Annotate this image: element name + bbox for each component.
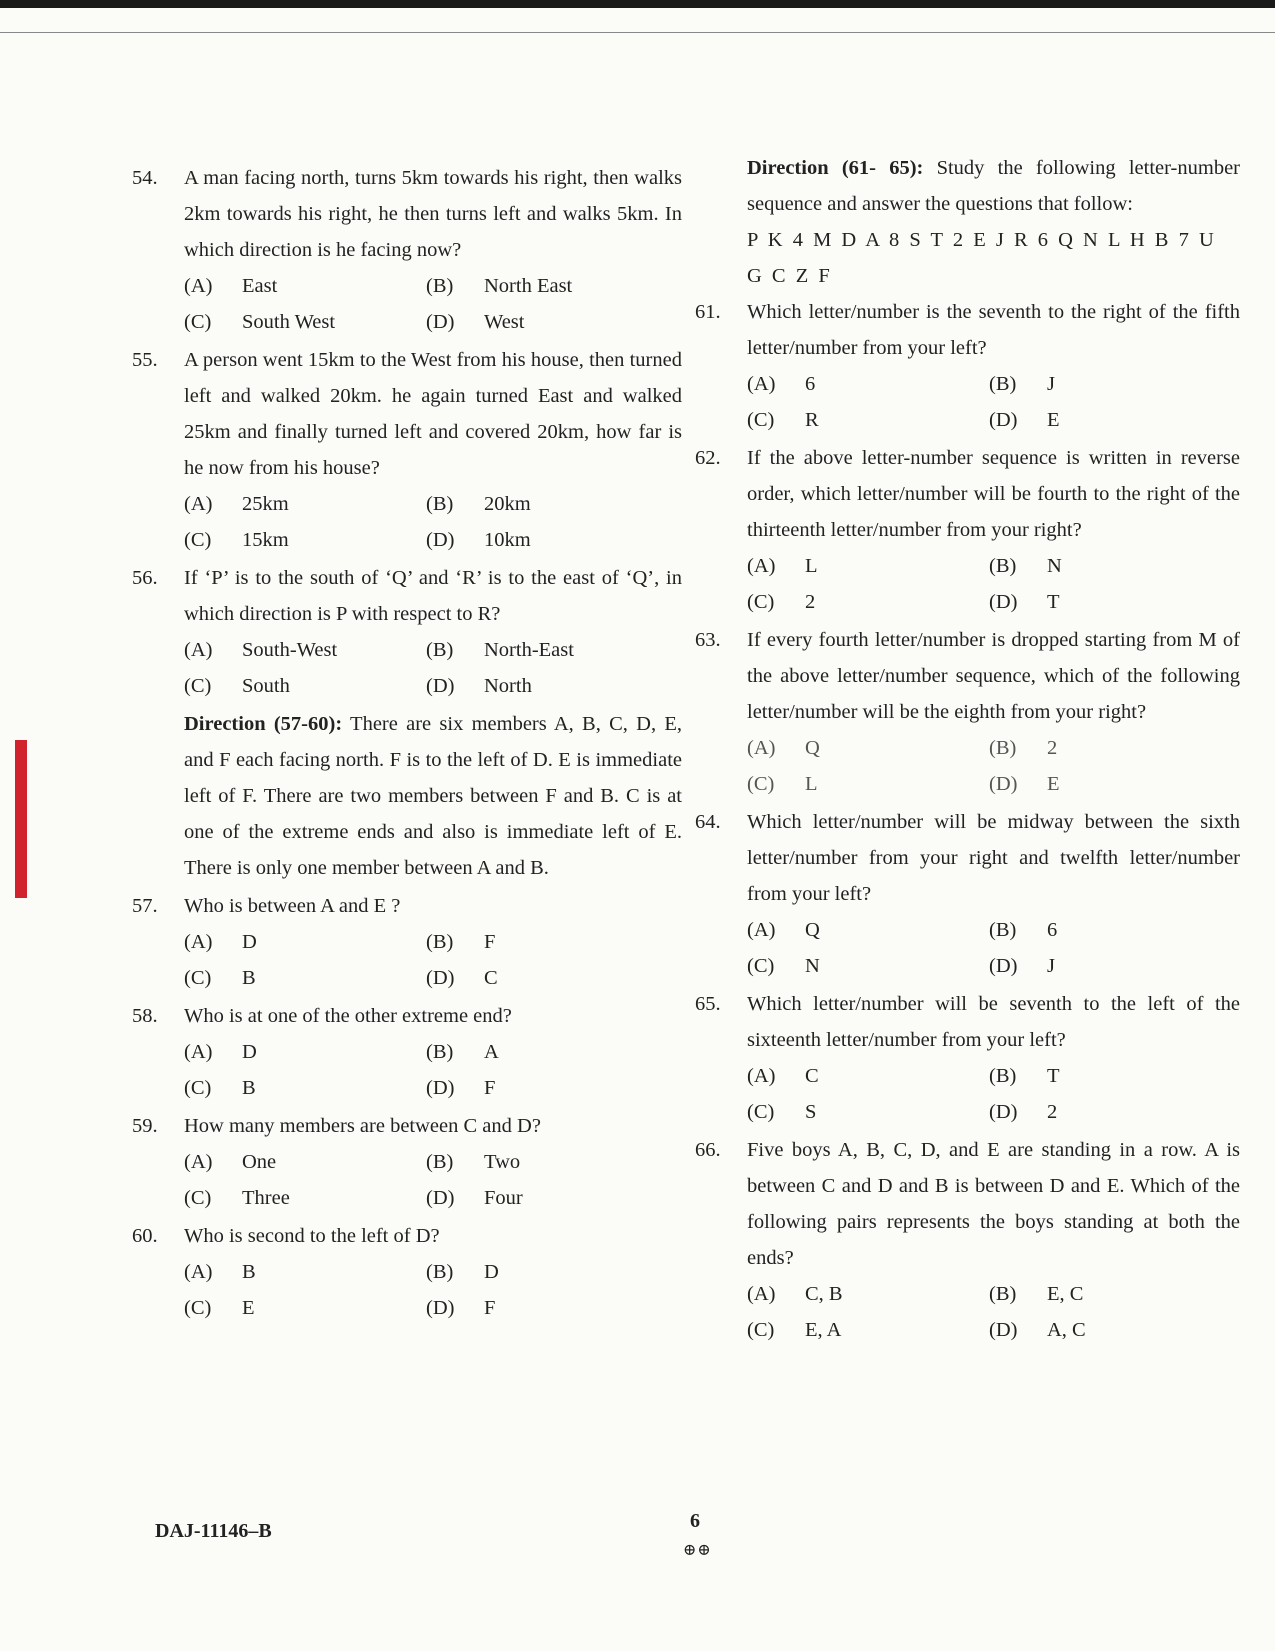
question-54 xyxy=(132,160,682,340)
option-c: (C) S xyxy=(747,1101,817,1123)
option-a: (A) Q xyxy=(747,737,820,759)
question-59 xyxy=(132,1108,682,1216)
option-b: (B) J xyxy=(989,373,1055,395)
direction-61-65 xyxy=(747,150,1240,222)
options xyxy=(747,366,1240,438)
question-number: 62. xyxy=(695,447,721,469)
option-d: (D) T xyxy=(989,591,1060,613)
option-d: (D) Four xyxy=(426,1187,523,1209)
question-61 xyxy=(695,294,1240,438)
question-text: Five boys A, B, C, D, and E are standing in a row. A is between C and D and B is between D and E. Which of the following pairs represents the boys standing at both the ends? xyxy=(747,1139,1240,1269)
letter-number-sequence: P K 4 M D A 8 S T 2 E J R 6 Q N L H B 7 U G C Z F xyxy=(747,229,1217,287)
options xyxy=(184,924,682,996)
direction-label: Direction (57-60): xyxy=(184,713,343,735)
option-c: (C) Three xyxy=(184,1187,290,1209)
question-56 xyxy=(132,560,682,704)
option-b: (B) North East xyxy=(426,275,573,297)
direction-label: Direction (61- 65): xyxy=(747,157,924,179)
option-b: (B) F xyxy=(426,931,496,953)
option-a: (A) B xyxy=(184,1261,256,1283)
red-binding-mark xyxy=(15,740,27,898)
option-b: (B) 6 xyxy=(989,919,1058,941)
option-c: (C) South West xyxy=(184,311,336,333)
question-text: How many members are between C and D? xyxy=(184,1115,541,1137)
options xyxy=(184,632,682,704)
option-c: (C) E, A xyxy=(747,1319,842,1341)
page-number: 6 xyxy=(690,1510,700,1532)
options xyxy=(184,486,682,558)
option-d: (D) 10km xyxy=(426,529,531,551)
option-a: (A) 25km xyxy=(184,493,289,515)
option-b: (B) North-East xyxy=(426,639,574,661)
question-number: 66. xyxy=(695,1139,721,1161)
options xyxy=(184,1254,682,1326)
question-text: Who is between A and E ? xyxy=(184,895,401,917)
option-a: (A) East xyxy=(184,275,278,297)
option-c: (C) B xyxy=(184,967,256,989)
options xyxy=(747,1276,1240,1348)
question-text: Which letter/number is the seventh to the right of the fifth letter/number from your left? xyxy=(747,301,1240,359)
direction-57-60 xyxy=(184,706,682,886)
option-c: (C) 2 xyxy=(747,591,816,613)
scan-top-rule xyxy=(0,32,1275,33)
question-number: 58. xyxy=(132,1005,158,1027)
options xyxy=(747,1058,1240,1130)
option-b: (B) T xyxy=(989,1065,1060,1087)
question-text: Which letter/number will be midway between the sixth letter/number from your right and twelfth letter/number from your left? xyxy=(747,811,1240,905)
question-text: Which letter/number will be seventh to the left of the sixteenth letter/number from your left? xyxy=(747,993,1240,1051)
option-d: (D) 2 xyxy=(989,1101,1058,1123)
option-b: (B) 20km xyxy=(426,493,531,515)
question-66 xyxy=(695,1132,1240,1348)
question-number: 59. xyxy=(132,1115,158,1137)
question-text: If every fourth letter/number is dropped starting from M of the above letter/number sequence, which of the following letter/number will be the eighth from your right? xyxy=(747,629,1240,723)
question-number: 64. xyxy=(695,811,721,833)
option-d: (D) West xyxy=(426,311,525,333)
options xyxy=(184,268,682,340)
option-b: (B) 2 xyxy=(989,737,1058,759)
options xyxy=(747,730,1240,802)
question-number: 63. xyxy=(695,629,721,651)
option-d: (D) E xyxy=(989,773,1060,795)
question-text: A man facing north, turns 5km towards his right, then walks 2km towards his right, he then turns left and walks 5km. In which direction is he facing now? xyxy=(184,167,682,261)
question-text: A person went 15km to the West from his house, then turned left and walked 20km. he again turned East and walked 25km and finally turned left and covered 20km, how far is he now from his house? xyxy=(184,349,682,479)
question-60 xyxy=(132,1218,682,1326)
option-b: (B) E, C xyxy=(989,1283,1084,1305)
option-a: (A) C xyxy=(747,1065,819,1087)
question-58 xyxy=(132,998,682,1106)
question-number: 57. xyxy=(132,895,158,917)
question-text: Who is second to the left of D? xyxy=(184,1225,440,1247)
option-d: (D) North xyxy=(426,675,532,697)
options xyxy=(184,1144,682,1216)
booklet-code: DAJ-11146–B xyxy=(155,1520,272,1542)
option-c: (C) N xyxy=(747,955,820,977)
option-a: (A) D xyxy=(184,1041,257,1063)
question-text: If ‘P’ is to the south of ‘Q’ and ‘R’ is to the east of ‘Q’, in which direction is P with respect to R? xyxy=(184,567,682,625)
question-64 xyxy=(695,804,1240,984)
option-c: (C) B xyxy=(184,1077,256,1099)
option-b: (B) D xyxy=(426,1261,499,1283)
option-d: (D) C xyxy=(426,967,498,989)
options xyxy=(184,1034,682,1106)
scan-top-border xyxy=(0,0,1275,8)
question-number: 56. xyxy=(132,567,158,589)
option-b: (B) Two xyxy=(426,1151,521,1173)
question-number: 55. xyxy=(132,349,158,371)
option-a: (A) Q xyxy=(747,919,820,941)
left-column xyxy=(132,160,682,1328)
registration-mark-icon: ⊕⊕ xyxy=(683,1542,712,1559)
option-c: (C) R xyxy=(747,409,819,431)
question-55 xyxy=(132,342,682,558)
question-number: 60. xyxy=(132,1225,158,1247)
option-c: (C) E xyxy=(184,1297,255,1319)
question-text: Who is at one of the other extreme end? xyxy=(184,1005,512,1027)
option-d: (D) J xyxy=(989,955,1055,977)
question-62 xyxy=(695,440,1240,620)
right-column xyxy=(695,150,1240,1350)
option-d: (D) F xyxy=(426,1297,496,1319)
question-number: 54. xyxy=(132,167,158,189)
option-a: (A) South-West xyxy=(184,639,338,661)
question-65 xyxy=(695,986,1240,1130)
options xyxy=(747,912,1240,984)
option-a: (A) 6 xyxy=(747,373,816,395)
option-a: (A) D xyxy=(184,931,257,953)
option-d: (D) E xyxy=(989,409,1060,431)
option-b: (B) A xyxy=(426,1041,499,1063)
option-a: (A) C, B xyxy=(747,1283,843,1305)
direction-text: There are six members A, B, C, D, E, and F each facing north. F is to the left of D. E is immediate left of F. There are two members between F and B. C is at one of the extreme ends and also is immediate left of E. There is only one member between A and B. xyxy=(184,713,682,879)
option-a: (A) One xyxy=(184,1151,277,1173)
direction-text: Study the following letter-number sequence and answer the questions that follow: xyxy=(747,157,1241,215)
option-b: (B) N xyxy=(989,555,1062,577)
question-63 xyxy=(695,622,1240,802)
option-d: (D) F xyxy=(426,1077,496,1099)
question-number: 61. xyxy=(695,301,721,323)
question-number: 65. xyxy=(695,993,721,1015)
question-text: If the above letter-number sequence is written in reverse order, which letter/number will be fourth to the right of the thirteenth letter/number from your right? xyxy=(747,447,1240,541)
options xyxy=(747,548,1240,620)
option-a: (A) L xyxy=(747,555,818,577)
question-57 xyxy=(132,888,682,996)
option-d: (D) A, C xyxy=(989,1319,1086,1341)
option-c: (C) 15km xyxy=(184,529,289,551)
option-c: (C) South xyxy=(184,675,290,697)
option-c: (C) L xyxy=(747,773,818,795)
